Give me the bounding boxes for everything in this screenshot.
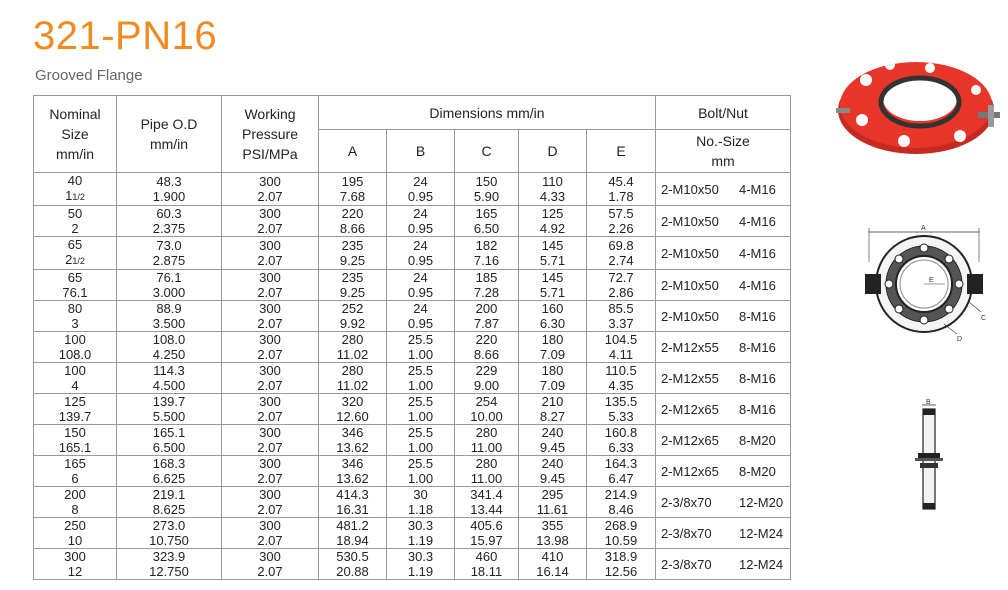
header-working-pressure: Working Pressure PSI/MPa [222, 96, 319, 173]
cell-c: 200 7.87 [455, 301, 519, 332]
cell-a: 320 12.60 [319, 394, 387, 425]
dim-label-a: A [921, 225, 926, 232]
cell-bolt-nut: 2-M12x55 8-M16 [656, 332, 791, 363]
header-dimensions: Dimensions mm/in [319, 96, 656, 130]
cell-b: 25.5 1.00 [387, 363, 455, 394]
cell-a: 280 11.02 [319, 332, 387, 363]
cell-c: 405.6 15.97 [455, 518, 519, 549]
header-no-size: No.-Size mm [656, 130, 791, 173]
cell-bolt-nut: 2-M12x65 8-M16 [656, 394, 791, 425]
cell-wp: 300 2.07 [222, 394, 319, 425]
cell-e: 160.8 6.33 [587, 425, 656, 456]
cell-wp: 300 2.07 [222, 425, 319, 456]
cell-e: 104.5 4.11 [587, 332, 656, 363]
cell-bolt-nut: 2-M12x65 8-M20 [656, 456, 791, 487]
cell-a: 481.2 18.94 [319, 518, 387, 549]
cell-d: 110 4.33 [519, 173, 587, 206]
flange-front-drawing [859, 222, 994, 342]
cell-a: 252 9.92 [319, 301, 387, 332]
cell-d: 210 8.27 [519, 394, 587, 425]
table-row [34, 173, 791, 206]
cell-c: 341.4 13.44 [455, 487, 519, 518]
flange-side-drawing [908, 397, 948, 512]
cell-e: 214.9 8.46 [587, 487, 656, 518]
cell-size: 65 76.1 [34, 270, 117, 301]
cell-size: 50 2 [34, 206, 117, 237]
cell-a: 235 9.25 [319, 237, 387, 270]
cell-wp: 300 2.07 [222, 270, 319, 301]
cell-b: 30.3 1.19 [387, 518, 455, 549]
cell-b: 30.3 1.19 [387, 549, 455, 580]
table-row [34, 363, 791, 394]
cell-bolt-nut: 2-M12x65 8-M20 [656, 425, 791, 456]
table-row [34, 332, 791, 363]
cell-size: 200 8 [34, 487, 117, 518]
cell-c: 185 7.28 [455, 270, 519, 301]
table-row [34, 394, 791, 425]
cell-d: 145 5.71 [519, 237, 587, 270]
table-row [34, 487, 791, 518]
cell-a: 220 8.66 [319, 206, 387, 237]
cell-a: 414.3 16.31 [319, 487, 387, 518]
cell-size: 80 3 [34, 301, 117, 332]
table-row [34, 237, 791, 270]
header-dim-e: E [587, 130, 656, 173]
cell-bolt-nut: 2-3/8x70 12-M24 [656, 549, 791, 580]
cell-e: 268.9 10.59 [587, 518, 656, 549]
cell-wp: 300 2.07 [222, 206, 319, 237]
cell-od: 139.7 5.500 [117, 394, 222, 425]
cell-bolt-nut: 2-M10x50 4-M16 [656, 206, 791, 237]
table-row [34, 270, 791, 301]
cell-d: 125 4.92 [519, 206, 587, 237]
header-bolt-nut: Bolt/Nut [656, 96, 791, 130]
cell-wp: 300 2.07 [222, 237, 319, 270]
spec-table [33, 95, 791, 580]
cell-d: 160 6.30 [519, 301, 587, 332]
cell-b: 24 0.95 [387, 237, 455, 270]
cell-c: 229 9.00 [455, 363, 519, 394]
cell-b: 25.5 1.00 [387, 456, 455, 487]
cell-wp: 300 2.07 [222, 549, 319, 580]
cell-a: 195 7.68 [319, 173, 387, 206]
cell-e: 69.8 2.74 [587, 237, 656, 270]
cell-b: 24 0.95 [387, 206, 455, 237]
cell-d: 180 7.09 [519, 363, 587, 394]
cell-e: 110.5 4.35 [587, 363, 656, 394]
table-row [34, 456, 791, 487]
cell-b: 24 0.95 [387, 270, 455, 301]
table-row [34, 518, 791, 549]
spec-table-body [34, 173, 791, 580]
cell-bolt-nut: 2-M10x50 4-M16 [656, 270, 791, 301]
cell-wp: 300 2.07 [222, 487, 319, 518]
cell-wp: 300 2.07 [222, 456, 319, 487]
cell-bolt-nut: 2-3/8x70 12-M24 [656, 518, 791, 549]
cell-c: 280 11.00 [455, 456, 519, 487]
cell-od: 76.1 3.000 [117, 270, 222, 301]
cell-od: 48.3 1.900 [117, 173, 222, 206]
cell-size: 65 21/2 [34, 237, 117, 270]
cell-size: 100 4 [34, 363, 117, 394]
cell-e: 72.7 2.86 [587, 270, 656, 301]
cell-d: 410 16.14 [519, 549, 587, 580]
cell-size: 165 6 [34, 456, 117, 487]
cell-e: 57.5 2.26 [587, 206, 656, 237]
cell-a: 235 9.25 [319, 270, 387, 301]
table-row [34, 425, 791, 456]
cell-od: 219.1 8.625 [117, 487, 222, 518]
header-dim-b: B [387, 130, 455, 173]
cell-a: 346 13.62 [319, 456, 387, 487]
cell-od: 165.1 6.500 [117, 425, 222, 456]
cell-size: 125 139.7 [34, 394, 117, 425]
dim-label-b: B [926, 399, 931, 406]
cell-od: 114.3 4.500 [117, 363, 222, 394]
cell-b: 25.5 1.00 [387, 425, 455, 456]
cell-b: 24 0.95 [387, 301, 455, 332]
page-subtitle: Grooved Flange [35, 67, 143, 84]
cell-c: 182 7.16 [455, 237, 519, 270]
cell-wp: 300 2.07 [222, 363, 319, 394]
page-title: 321-PN16 [33, 14, 218, 58]
cell-wp: 300 2.07 [222, 173, 319, 206]
cell-e: 85.5 3.37 [587, 301, 656, 332]
cell-bolt-nut: 2-M12x55 8-M16 [656, 363, 791, 394]
flange-product-photo [832, 50, 1008, 162]
cell-d: 145 5.71 [519, 270, 587, 301]
cell-od: 60.3 2.375 [117, 206, 222, 237]
cell-size: 40 11/2 [34, 173, 117, 206]
cell-bolt-nut: 2-M10x50 8-M16 [656, 301, 791, 332]
cell-a: 280 11.02 [319, 363, 387, 394]
cell-a: 346 13.62 [319, 425, 387, 456]
cell-size: 150 165.1 [34, 425, 117, 456]
cell-d: 240 9.45 [519, 425, 587, 456]
cell-b: 25.5 1.00 [387, 394, 455, 425]
cell-e: 135.5 5.33 [587, 394, 656, 425]
cell-od: 108.0 4.250 [117, 332, 222, 363]
cell-c: 220 8.66 [455, 332, 519, 363]
table-row [34, 206, 791, 237]
table-row [34, 301, 791, 332]
cell-c: 460 18.11 [455, 549, 519, 580]
cell-d: 355 13.98 [519, 518, 587, 549]
dim-label-d: D [957, 336, 963, 342]
cell-od: 73.0 2.875 [117, 237, 222, 270]
cell-od: 88.9 3.500 [117, 301, 222, 332]
cell-size: 250 10 [34, 518, 117, 549]
cell-b: 30 1.18 [387, 487, 455, 518]
cell-size: 100 108.0 [34, 332, 117, 363]
cell-c: 165 6.50 [455, 206, 519, 237]
header-dim-d: D [519, 130, 587, 173]
header-dim-c: C [455, 130, 519, 173]
cell-bolt-nut: 2-M10x50 4-M16 [656, 173, 791, 206]
dim-label-c: C [981, 315, 987, 322]
cell-d: 295 11.61 [519, 487, 587, 518]
table-row [34, 549, 791, 580]
cell-od: 168.3 6.625 [117, 456, 222, 487]
cell-bolt-nut: 2-3/8x70 12-M20 [656, 487, 791, 518]
cell-c: 280 11.00 [455, 425, 519, 456]
header-pipe-od: Pipe O.D mm/in [117, 96, 222, 173]
cell-od: 273.0 10.750 [117, 518, 222, 549]
cell-d: 240 9.45 [519, 456, 587, 487]
cell-wp: 300 2.07 [222, 518, 319, 549]
cell-e: 318.9 12.56 [587, 549, 656, 580]
cell-wp: 300 2.07 [222, 301, 319, 332]
cell-b: 25.5 1.00 [387, 332, 455, 363]
cell-size: 300 12 [34, 549, 117, 580]
cell-e: 164.3 6.47 [587, 456, 656, 487]
cell-a: 530.5 20.88 [319, 549, 387, 580]
cell-od: 323.9 12.750 [117, 549, 222, 580]
cell-c: 150 5.90 [455, 173, 519, 206]
header-dim-a: A [319, 130, 387, 173]
cell-d: 180 7.09 [519, 332, 587, 363]
header-nominal-size: Nominal Size mm/in [34, 96, 117, 173]
cell-c: 254 10.00 [455, 394, 519, 425]
cell-bolt-nut: 2-M10x50 4-M16 [656, 237, 791, 270]
cell-wp: 300 2.07 [222, 332, 319, 363]
cell-b: 24 0.95 [387, 173, 455, 206]
cell-e: 45.4 1.78 [587, 173, 656, 206]
dim-label-e: E [929, 277, 934, 284]
